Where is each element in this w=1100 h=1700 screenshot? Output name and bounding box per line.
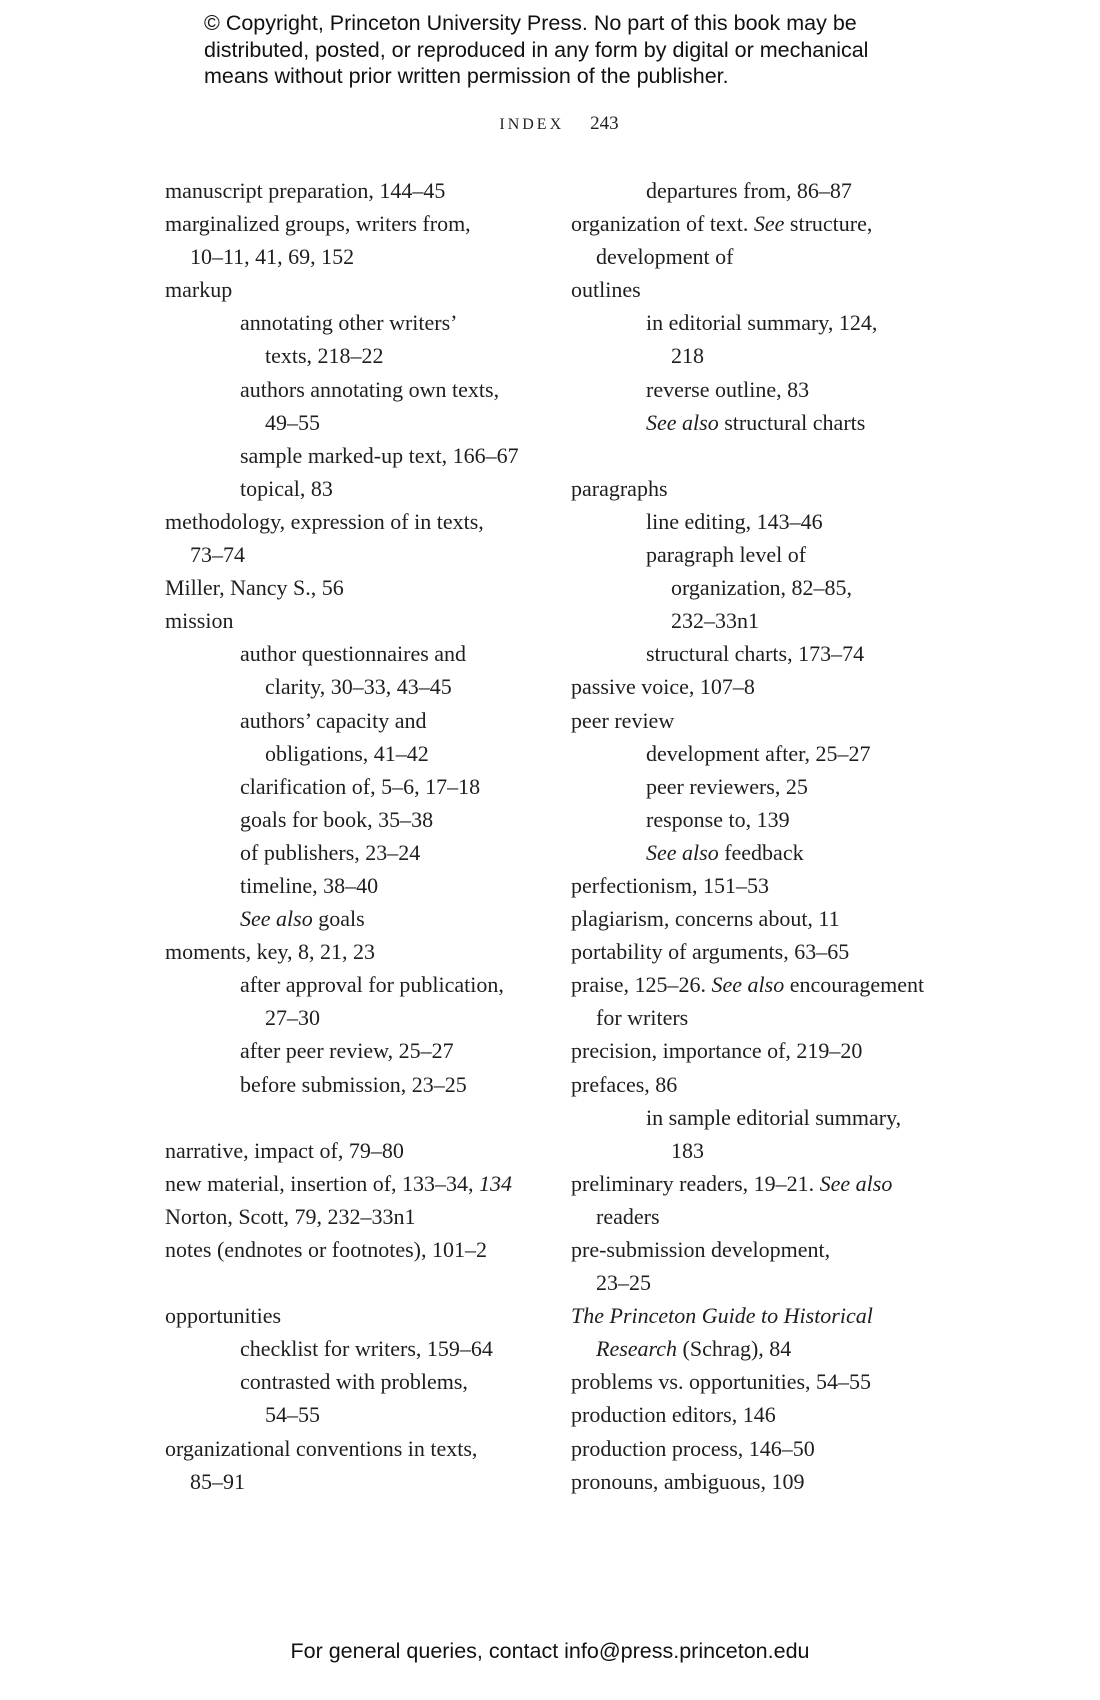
entry-text: paragraph level of [646,542,807,568]
copyright-notice [204,10,924,90]
entry-text: Miller, Nancy S., 56 [165,575,344,601]
index-entry [165,1167,545,1200]
index-column-right [571,174,951,1498]
entry-italic-text: See [753,211,785,237]
entry-text: 232–33n1 [671,608,759,634]
index-entry [165,604,545,637]
entry-text: goals [312,906,365,932]
entry-text: 27–30 [265,1005,320,1031]
entry-text: plagiarism, concerns about, 11 [571,906,840,932]
index-subentry [165,737,545,770]
index-subentry [165,869,545,902]
entry-text: manuscript preparation, 144–45 [165,178,446,203]
index-subentry [571,571,951,604]
index-subentry [165,306,545,339]
index-entry [571,1465,951,1498]
entry-text: opportunities [165,1303,282,1329]
index-subentry [571,373,951,406]
index-entry [165,571,545,604]
entry-text: encouragement [784,972,925,998]
index-entry [571,968,951,1001]
entry-text: readers [596,1203,660,1229]
entry-text: marginalized groups, writers from, [165,211,471,237]
entry-text: production editors, 146 [571,1402,776,1428]
entry-text: narrative, impact of, 79–80 [165,1137,404,1163]
index-entry [571,1167,951,1200]
index-entry [165,505,545,538]
index-entry [165,1134,545,1167]
copyright-line-1: © Copyright, Princeton University Press. No part of this book may be [204,11,857,35]
entry-text: praise, 125–26. [571,972,712,998]
entry-text: perfectionism, 151–53 [571,872,769,898]
entry-text: 73–74 [190,542,245,568]
index-entry [571,1332,951,1365]
entry-text: precision, importance of, 219–20 [571,1038,863,1064]
index-subentry [571,339,951,372]
index-entry [165,1432,545,1465]
entry-text: methodology, expression of in texts, [165,508,484,534]
index-subentry [165,472,545,505]
index-entry [571,704,951,737]
index-entry [165,538,545,571]
entry-text: clarification of, 5–6, 17–18 [240,773,481,799]
entry-text: mission [165,608,234,634]
index-column-left [165,174,545,1498]
entry-text: contrasted with problems, [240,1369,468,1395]
index-entry [165,1299,545,1332]
entry-text: timeline, 38–40 [240,872,379,898]
entry-text: prefaces, 86 [571,1071,678,1097]
index-entry [165,1200,545,1233]
index-subentry [165,968,545,1001]
entry-gap [165,1266,545,1299]
index-entry [571,902,951,935]
index-entry [571,1432,951,1465]
entry-italic-text: See also [646,839,719,865]
entry-text: sample marked-up text, 166–67 [240,442,519,468]
index-entry [571,273,951,306]
index-subentry [571,505,951,538]
entry-text: Norton, Scott, 79, 232–33n1 [165,1203,416,1229]
index-entry [571,472,951,505]
entry-text: production process, 146–50 [571,1435,815,1461]
index-entry [571,670,951,703]
entry-text: structure, [784,211,873,237]
index-subentry [571,604,951,637]
index-subentry [165,1398,545,1431]
entry-italic-text: 134 [479,1170,513,1196]
index-entry [571,1200,951,1233]
entry-text: checklist for writers, 159–64 [240,1336,493,1362]
index-subentry [165,1365,545,1398]
index-entry [571,1266,951,1299]
entry-text: organizational conventions in texts, [165,1435,478,1461]
entry-text: structural charts, 173–74 [646,641,865,667]
index-entry [165,207,545,240]
entry-text: of publishers, 23–24 [240,839,421,865]
entry-italic-text: The Princeton Guide to Historical [571,1303,873,1329]
entry-text: problems vs. opportunities, 54–55 [571,1369,872,1395]
index-subentry [165,339,545,372]
index-subentry [571,406,951,439]
index-subentry [165,1034,545,1067]
index-entry [571,1398,951,1431]
entry-text: departures from, 86–87 [646,178,852,203]
entry-italic-text: See also [240,906,313,932]
entry-text: pronouns, ambiguous, 109 [571,1468,805,1494]
index-subentry [165,1001,545,1034]
entry-italic-text: See also [711,972,785,998]
entry-text: peer reviewers, 25 [646,773,808,799]
index-entry [165,240,545,273]
index-subentry [571,836,951,869]
entry-text: in editorial summary, 124, [646,310,878,336]
index-entry [571,1299,951,1332]
index-subentry [165,1332,545,1365]
entry-text: response to, 139 [646,806,790,832]
index-entry [571,869,951,902]
entry-text: goals for book, 35–38 [240,806,434,832]
index-subentry [165,704,545,737]
index-entry [165,1233,545,1266]
entry-text: new material, insertion of, 133–34, [165,1170,480,1196]
index-subentry [571,306,951,339]
entry-text: before submission, 23–25 [240,1071,467,1097]
entry-text: 183 [671,1137,704,1163]
entry-text: line editing, 143–46 [646,508,823,534]
footer-contact: For general queries, contact info@press.princeton.edu [290,1639,810,1663]
entry-text: organization of text. [571,211,754,237]
entry-text: 49–55 [265,409,320,435]
entry-text: portability of arguments, 63–65 [571,939,850,965]
entry-text: after peer review, 25–27 [240,1038,454,1064]
index-subentry [571,1101,951,1134]
entry-text: paragraphs [571,475,668,501]
entry-text: 218 [671,343,704,369]
index-subentry [165,1068,545,1101]
index-subentry [571,174,951,207]
index-entry [571,1001,951,1034]
entry-text: pre-submission development, [571,1237,831,1262]
index-subentry [571,1134,951,1167]
entry-italic-text: Research [596,1336,678,1362]
entry-italic-text: See also [819,1170,893,1196]
entry-text: 54–55 [265,1402,320,1428]
entry-text: 10–11, 41, 69, 152 [190,244,355,270]
entry-text: markup [165,277,233,303]
entry-text: outlines [571,277,641,303]
index-subentry [165,770,545,803]
entry-text: texts, 218–22 [265,343,384,369]
index-subentry [571,737,951,770]
copyright-line-3: means without prior written permission of the publisher. [204,64,729,88]
entry-text: obligations, 41–42 [265,740,429,766]
entry-text: in sample editorial summary, [646,1104,902,1130]
index-entry [165,1465,545,1498]
index-subentry [165,803,545,836]
entry-text: development of [596,244,734,270]
entry-text: clarity, 30–33, 43–45 [265,674,452,700]
entry-text: topical, 83 [240,475,333,501]
index-subentry [165,406,545,439]
entry-text: 23–25 [596,1270,651,1296]
entry-text: (Schrag), 84 [677,1336,792,1362]
index-subentry [571,538,951,571]
index-subentry [165,902,545,935]
index-subentry [165,637,545,670]
entry-text: after approval for publication, [240,972,504,998]
entry-text: annotating other writers’ [240,310,458,336]
index-subentry [165,836,545,869]
entry-text: author questionnaires and [240,641,467,667]
entry-text: passive voice, 107–8 [571,674,755,700]
index-subentry [571,637,951,670]
entry-text: organization, 82–85, [671,575,853,601]
index-entry [165,935,545,968]
page-number: 243 [590,113,619,134]
entry-text: moments, key, 8, 21, 23 [165,939,375,965]
entry-text: notes (endnotes or footnotes), 101–2 [165,1237,487,1262]
running-head [0,113,1100,135]
index-subentry [165,439,545,472]
entry-gap [165,1101,545,1134]
copyright-line-2: distributed, posted, or reproduced in any form by digital or mechanical [204,37,869,62]
entry-text: preliminary readers, 19–21. [571,1170,820,1196]
index-entry [571,1068,951,1101]
index-entry [571,207,951,240]
entry-text: 85–91 [190,1468,245,1494]
entry-text: reverse outline, 83 [646,376,810,402]
index-entry [571,1365,951,1398]
entry-text: authors’ capacity and [240,707,427,733]
index-subentry [165,373,545,406]
entry-text: structural charts [718,409,866,435]
entry-gap [571,439,951,472]
index-entry [571,935,951,968]
index-subentry [165,670,545,703]
index-subentry [571,770,951,803]
index-subentry [571,803,951,836]
running-head-label: INDEX [499,116,565,133]
index-entry [571,1034,951,1067]
index-entry [571,240,951,273]
index-entry [571,1233,951,1266]
entry-italic-text: See also [646,409,719,435]
entry-text: authors annotating own texts, [240,376,500,402]
entry-text: feedback [718,839,804,865]
entry-text: development after, 25–27 [646,740,871,766]
entry-text: peer review [571,707,675,733]
index-entry [165,273,545,306]
entry-text: for writers [596,1005,689,1031]
index-entry [165,174,545,207]
